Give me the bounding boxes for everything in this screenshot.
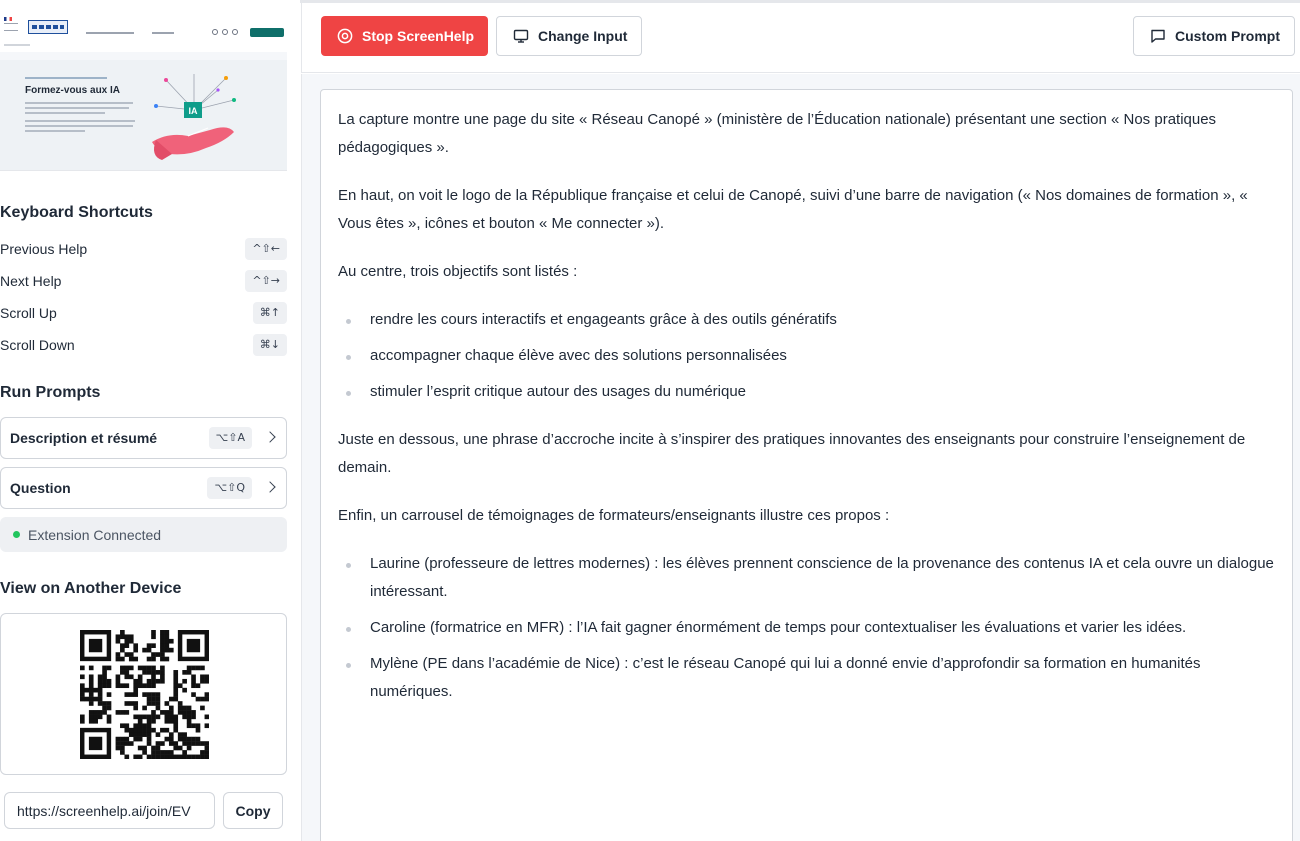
screenshot-preview[interactable] (0, 8, 287, 171)
change-input-label: Change Input (538, 28, 628, 44)
republique-francaise-text (4, 23, 18, 31)
stop-screenhelp-button[interactable] (321, 16, 488, 56)
change-input-button[interactable] (496, 16, 642, 56)
paragraph: Au centre, trois objectifs sont listés : (338, 263, 578, 280)
stop-circle-icon (337, 28, 353, 44)
prompt-label: Question (10, 480, 71, 496)
toolbar (301, 3, 1300, 73)
shortcut-label: Previous Help (0, 241, 88, 257)
preview-nav-icon (232, 29, 238, 35)
shortcut-scroll-up (0, 302, 287, 324)
list-item: Laurine (professeure de lettres modernes) : les élèves prennent conscience de la provenance des contenus IA et cela ouvre un dialogue intéressant. (338, 550, 1276, 606)
testimonials-list (338, 550, 1276, 706)
qr-code-panel (0, 613, 287, 775)
preview-login-button (250, 28, 284, 37)
custom-prompt-label: Custom Prompt (1175, 28, 1280, 44)
shortcut-next-help (0, 270, 287, 292)
keyboard-shortcuts-heading: Keyboard Shortcuts (0, 204, 153, 221)
preview-text-line (25, 107, 129, 109)
chevron-right-icon (264, 481, 275, 492)
canope-logo (28, 20, 68, 34)
shortcut-previous-help (0, 238, 287, 260)
preview-breadcrumb (4, 44, 30, 46)
preview-site-header (0, 8, 287, 52)
extension-status (0, 517, 287, 552)
preview-nav-icon (212, 29, 218, 35)
paragraph: Juste en dessous, une phrase d’accroche incite à s’inspirer des pratiques innovantes des enseignants pour construire l’enseignement de demain. (338, 431, 1246, 476)
ia-badge: IA (188, 106, 198, 116)
shortcut-keys: ⌘↓ (253, 334, 287, 356)
prompt-label: Description et résumé (10, 430, 158, 446)
objectives-list (338, 306, 1276, 406)
preview-text-line (25, 102, 133, 104)
share-url-input[interactable] (4, 792, 215, 829)
preview-nav-item (152, 32, 174, 34)
shortcut-label: Next Help (0, 273, 62, 289)
preview-nav-item (86, 32, 134, 34)
preview-text-line (25, 125, 133, 127)
status-label: Extension Connected (28, 527, 162, 543)
list-item: accompagner chaque élève avec des solutions personnalisées (338, 342, 1276, 370)
message-square-icon (1150, 28, 1166, 44)
paragraph: Enfin, un carrousel de témoignages de formateurs/enseignants illustre ces propos : (338, 507, 890, 524)
stop-screenhelp-label: Stop ScreenHelp (362, 28, 475, 44)
republique-francaise-logo (4, 17, 12, 21)
prompt-keys: ⌥⇧A (209, 427, 252, 449)
list-item: rendre les cours interactifs et engageants grâce à des outils génératifs (338, 306, 1276, 334)
preview-text-line (25, 130, 85, 132)
chevron-right-icon (264, 431, 275, 442)
monitor-icon (513, 28, 529, 44)
shortcut-keys: ^⇧← (245, 238, 287, 260)
qr-code-icon (80, 630, 209, 759)
shortcut-keys: ⌘↑ (253, 302, 287, 324)
paragraph: En haut, on voit le logo de la République française et celui de Canopé, suivi d’une barre de navigation (« Nos domaines de formation », « Vous êtes », icônes et bouton « Me connecter »). (338, 187, 1248, 232)
preview-nav-icon (222, 29, 228, 35)
shortcut-label: Scroll Up (0, 305, 57, 321)
response-content (338, 106, 1276, 726)
shortcut-label: Scroll Down (0, 337, 75, 353)
preview-kicker (25, 77, 107, 79)
list-item: Caroline (formatrice en MFR) : l’IA fait gagner énormément de temps pour contextualiser les évaluations et varier les idées. (338, 614, 1276, 642)
preview-hero (0, 60, 287, 171)
prompt-question[interactable] (0, 467, 287, 509)
run-prompts-heading: Run Prompts (0, 384, 101, 401)
list-item: Mylène (PE dans l’académie de Nice) : c’est le réseau Canopé qui lui a donné envie d’approfondir sa formation en humanités numériques. (338, 650, 1276, 706)
status-dot-icon (13, 531, 20, 538)
custom-prompt-button[interactable] (1133, 16, 1295, 56)
preview-text-line (25, 120, 135, 122)
hand-illustration (148, 70, 240, 166)
shortcut-scroll-down (0, 334, 287, 356)
copy-button[interactable]: Copy (223, 792, 283, 829)
shortcut-keys: ^⇧→ (245, 270, 287, 292)
prompt-description-et-resume[interactable] (0, 417, 287, 459)
prompt-keys: ⌥⇧Q (207, 477, 252, 499)
preview-title: Formez-vous aux IA (25, 85, 121, 96)
preview-text-line (25, 112, 105, 114)
view-on-another-device-heading: View on Another Device (0, 580, 182, 597)
list-item: stimuler l’esprit critique autour des usages du numérique (338, 378, 1276, 406)
sidebar (0, 0, 300, 841)
paragraph: La capture montre une page du site « Réseau Canopé » (ministère de l’Éducation nationale) présentant une section « Nos pratiques pédagogiques ». (338, 111, 1217, 156)
response-card (320, 89, 1293, 841)
